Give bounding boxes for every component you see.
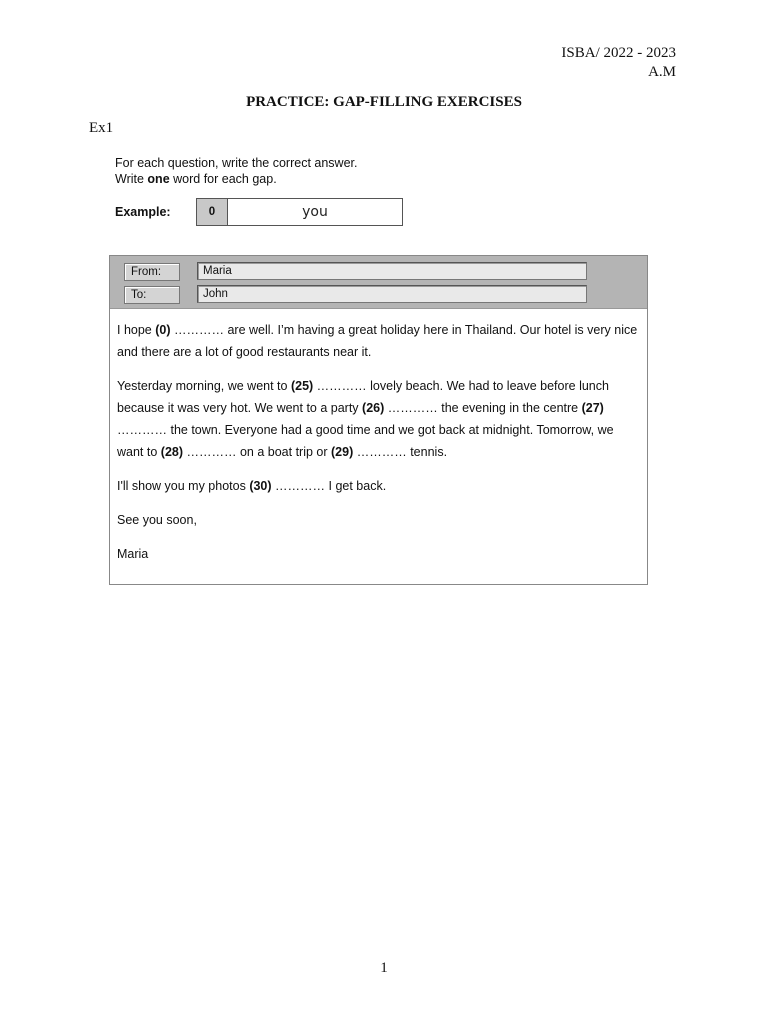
instructions	[115, 155, 357, 187]
example-answer: you	[302, 204, 328, 220]
to-label: To:	[124, 286, 180, 304]
email-paragraph-3	[117, 475, 639, 497]
page-title: PRACTICE: GAP-FILLING EXERCISES	[246, 94, 522, 110]
to-field: John	[197, 285, 587, 303]
gap-blank: …………	[356, 445, 407, 459]
document-header	[561, 44, 676, 82]
email-signature: Maria	[117, 547, 149, 561]
gap-blank: …………	[387, 401, 438, 415]
header-initials: A.M	[648, 64, 676, 80]
gap-number-25: (25)	[290, 379, 314, 393]
email-panel	[109, 255, 648, 585]
example-number: 0	[197, 199, 228, 225]
gap-blank: …………	[174, 323, 224, 337]
gap-number-29: (29)	[331, 445, 354, 459]
from-label: From:	[124, 263, 180, 281]
gap-number-30: (30)	[249, 479, 272, 493]
email-text: I get back.	[325, 479, 387, 493]
email-body	[110, 309, 647, 565]
email-text: on a boat trip or	[236, 445, 332, 459]
instruction-line-1: For each question, write the correct answer.	[115, 156, 358, 170]
email-text: the evening in the centre	[437, 401, 582, 415]
email-text: are well. I’m having a great holiday here in Thailand. Our hotel is very nice and there are a lot of good restaurants near it.	[117, 323, 638, 359]
email-closing: See you soon,	[117, 513, 197, 527]
gap-blank: …………	[117, 423, 167, 437]
gap-number-28: (28)	[160, 445, 184, 459]
email-text: Yesterday morning, we went to	[117, 379, 291, 393]
exercise-label: Ex1	[89, 120, 114, 136]
instruction-line-2	[115, 171, 357, 187]
email-paragraph-2	[117, 375, 639, 463]
gap-blank: …………	[275, 479, 326, 493]
email-header	[110, 256, 647, 309]
email-text: the town. Everyone had a good time and we got back at midnight. Tomorrow, we want to	[117, 423, 614, 459]
instruction-emphasis: one	[147, 172, 170, 186]
email-text: lovely beach. We had to leave before lunch because it was very hot. We went to a party	[117, 379, 609, 415]
email-text: I'll show you my photos	[117, 479, 250, 493]
example-answer-box	[196, 198, 403, 226]
gap-blank: …………	[316, 379, 367, 393]
instruction-text: Write	[115, 172, 148, 186]
gap-number-0: (0)	[155, 323, 171, 337]
page-number: 1	[380, 960, 388, 976]
header-year: ISBA/ 2022 - 2023	[561, 45, 676, 61]
email-text: I hope	[117, 323, 156, 337]
from-field: Maria	[197, 262, 587, 280]
gap-blank: …………	[186, 445, 237, 459]
email-text: tennis.	[406, 445, 448, 459]
gap-number-26: (26)	[362, 401, 385, 415]
instruction-text: word for each gap.	[169, 172, 277, 186]
email-paragraph-1	[117, 319, 639, 363]
example-label: Example:	[115, 205, 171, 219]
gap-number-27: (27)	[581, 401, 604, 415]
